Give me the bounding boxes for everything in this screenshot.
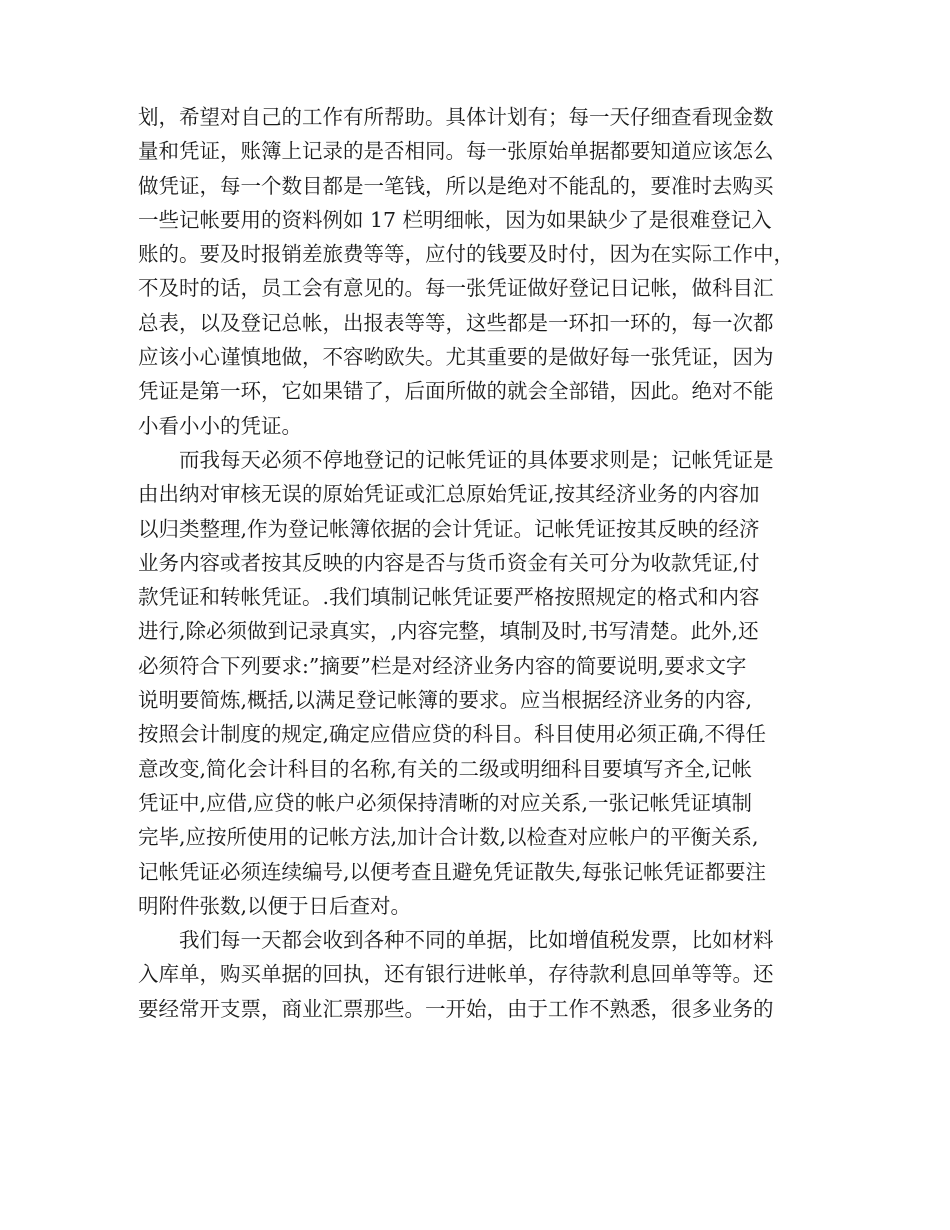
text-line: 业务内容或者按其反映的内容是否与货币资金有关可分为收款凭证,付: [138, 550, 760, 575]
text-line: 划，希望对自己的工作有所帮助。具体计划有；每一天仔细查看现金数: [138, 105, 774, 129]
text-line: 凭证是第一环，它如果错了，后面所做的就会全部错，因此。绝对不能: [138, 379, 774, 404]
text-line: 要经常开支票，商业汇票那些。一开始，由于工作不熟悉，很多业务的: [138, 996, 774, 1021]
text-line: 总表，以及登记总帐，出报表等等，这些都是一环扣一环的，每一次都: [138, 310, 774, 335]
text-line: 我们每一天都会收到各种不同的单据，比如增值税发票，比如材料: [138, 928, 774, 953]
text-line: 进行,除必须做到记录真实，,内容完整，填制及时,书写清楚。此外,还: [138, 619, 759, 644]
text-line: 款凭证和转帐凭证。.我们填制记帐凭证要严格按照规定的格式和内容: [138, 585, 760, 610]
text-line: 账的。要及时报销差旅费等等，应付的钱要及时付，因为在实际工作中，: [138, 242, 794, 267]
text-line: 凭证中,应借,应贷的帐户必须保持清晰的对应关系,一张记帐凭证填制: [138, 790, 753, 815]
text-line: 以归类整理,作为登记帐簿依据的会计凭证。记帐凭证按其反映的经济: [138, 516, 760, 541]
text-line: 做凭证，每一个数目都是一笔钱，所以是绝对不能乱的，要准时去购买: [138, 173, 774, 198]
text-line: 而我每天必须不停地登记的记帐凭证的具体要求则是；记帐凭证是: [138, 447, 774, 472]
text-line: 记帐凭证必须连续编号,以便考查且避免凭证散失,每张记帐凭证都要注: [138, 859, 767, 884]
paragraph-1: [138, 100, 818, 443]
text-line: 小看小小的凭证。: [138, 413, 302, 438]
paragraph-2: [138, 443, 818, 923]
text-line: 按照会计制度的规定,确定应借应贷的科目。科目使用必须正确,不得任: [138, 722, 767, 747]
text-line: 入库单，购买单据的回执，还有银行进帐单，存待款利息回单等等。还: [138, 962, 774, 987]
text-line: 意改变,简化会计科目的名称,有关的二级或明细科目要填写齐全,记帐: [138, 756, 753, 781]
text-line: 量和凭证，账簿上记录的是否相同。每一张原始单据都要知道应该怎么: [138, 139, 774, 164]
paragraph-3: [138, 923, 818, 1026]
body-text: [138, 100, 818, 1026]
text-line: 明附件张数,以便于日后查对。: [138, 893, 412, 918]
text-line: 说明要简炼,概括,以满足登记帐簿的要求。应当根据经济业务的内容,: [138, 688, 753, 713]
text-line: 一些记帐要用的资料例如 17 栏明细帐，因为如果缺少了是很难登记入: [138, 207, 772, 232]
text-line: 必须符合下列要求:”摘要”栏是对经济业务内容的简要说明,要求文字: [138, 653, 747, 678]
text-line: 完毕,应按所使用的记帐方法,加计合计数,以检查对应帐户的平衡关系,: [138, 825, 759, 850]
text-line: 由出纳对审核无误的原始凭证或汇总原始凭证,按其经济业务的内容加: [138, 482, 760, 507]
text-line: 不及时的话，员工会有意见的。每一张凭证做好登记日记帐，做科目汇: [138, 276, 774, 301]
text-line: 应该小心谨慎地做，不容哟欧失。尤其重要的是做好每一张凭证，因为: [138, 345, 774, 370]
